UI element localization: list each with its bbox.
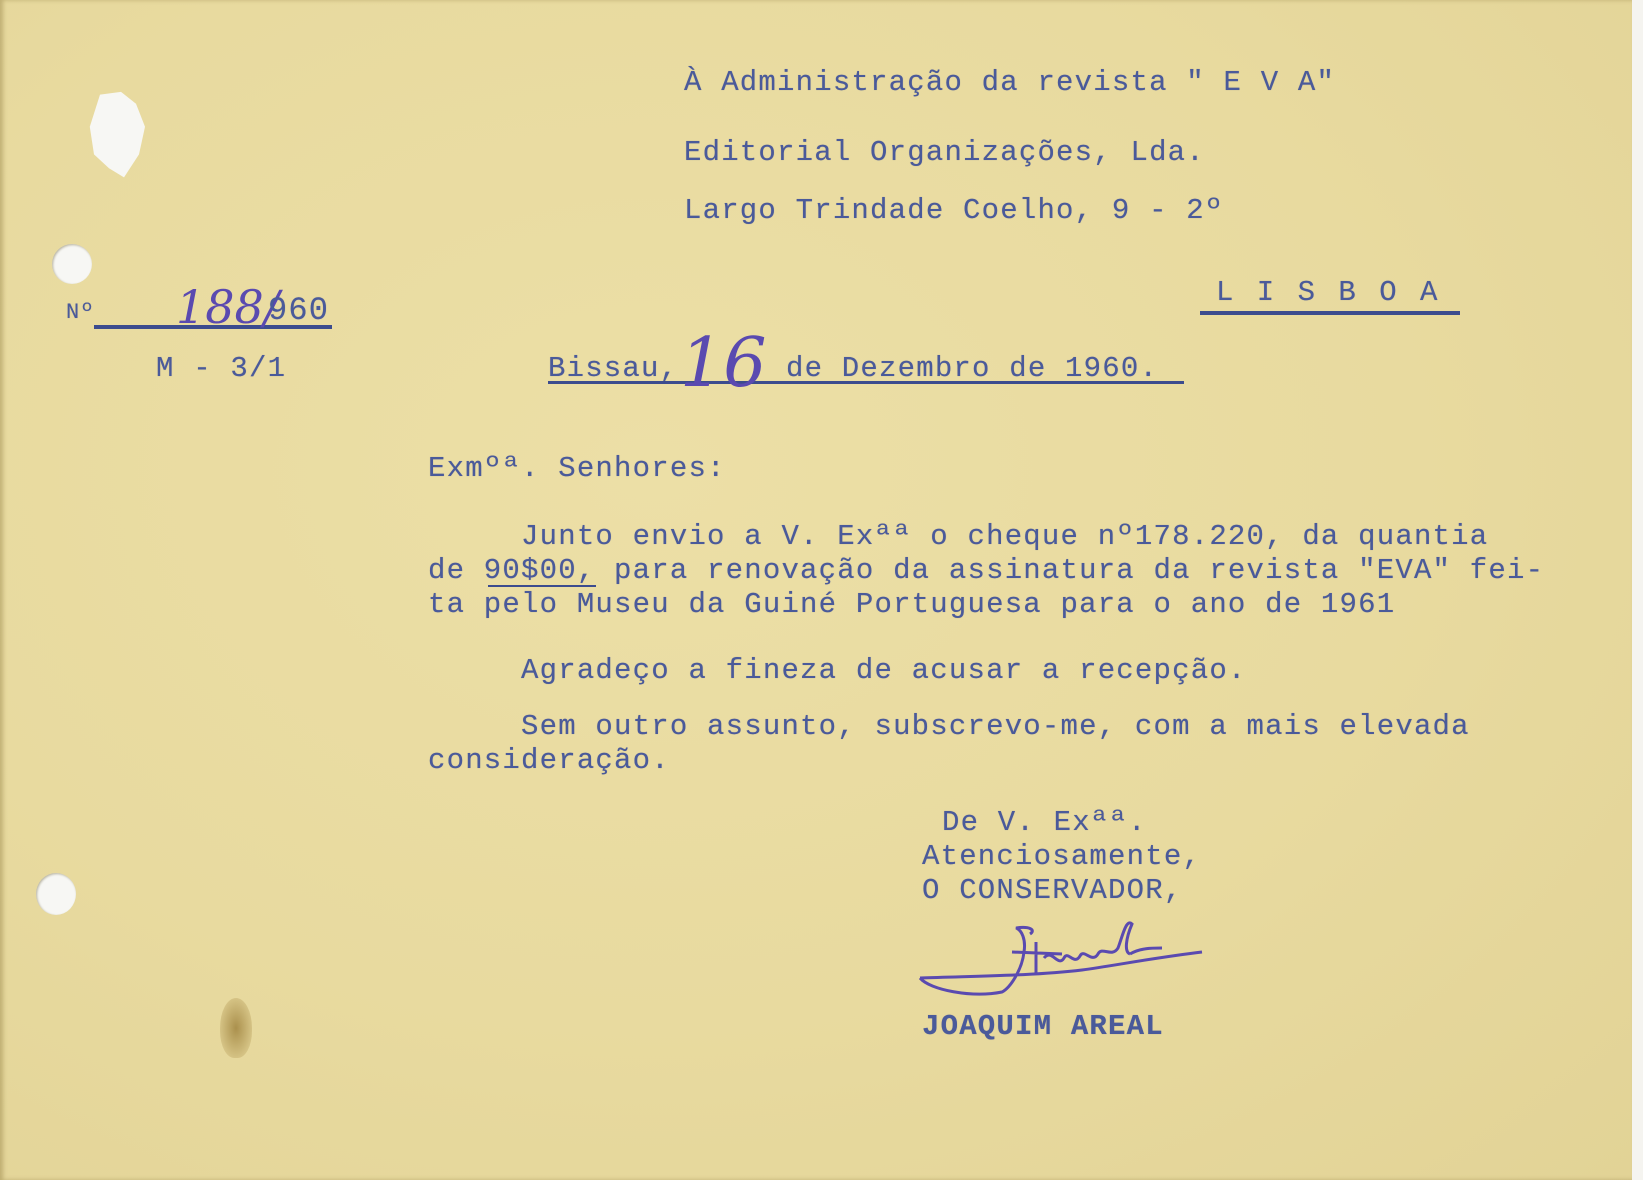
signatory-name: JOAQUIM AREAL: [922, 1010, 1164, 1043]
body-p3-line-2: consideração.: [428, 744, 670, 777]
addressee-line-2: Editorial Organizações, Lda.: [684, 136, 1205, 169]
signature-scribble-icon: [912, 918, 1212, 1008]
amount-underline: [488, 585, 596, 587]
punch-hole-bottom: [36, 873, 76, 915]
body-p1-line-3: ta pelo Museu da Guiné Portuguesa para o ano de 1961: [428, 588, 1396, 621]
body-p1-line-2: de 90$00, para renovação da assinatura da revista "EVA" fei-: [428, 554, 1545, 587]
body-p3-line-1: Sem outro assunto, subscrevo-me, com a mais elevada: [428, 710, 1470, 743]
reference-prefix: Nº: [66, 300, 95, 325]
reference-handwritten-number: 188/: [176, 280, 280, 334]
salutation: Exmºª. Senhores:: [428, 452, 726, 485]
addressee-city: L I S B O A: [1200, 276, 1460, 315]
reference-code: M - 3/1: [156, 352, 287, 385]
closing-line-2: Atenciosamente,: [922, 840, 1202, 873]
torn-hole: [88, 90, 148, 182]
reference-year: 960: [268, 292, 330, 329]
addressee-line-3: Largo Trindade Coelho, 9 - 2º: [684, 194, 1224, 227]
closing-line-1: De V. Exªª.: [942, 806, 1147, 839]
scan-margin: [1632, 0, 1643, 1180]
stain-mark: [220, 998, 252, 1058]
dateline-handwritten-day: 16: [680, 324, 767, 403]
punch-hole-top: [52, 244, 92, 284]
addressee-line-1: À Administração da revista " E V A": [684, 66, 1336, 99]
closing-title: O CONSERVADOR,: [922, 874, 1183, 907]
dateline-place: Bissau,: [548, 352, 679, 385]
body-p1-line-1: Junto envio a V. Exªª o cheque nº178.220, da quantia: [428, 520, 1489, 553]
dateline-month-year: de Dezembro de 1960.: [786, 352, 1159, 385]
body-p2: Agradeço a fineza de acusar a recepção.: [428, 654, 1247, 687]
